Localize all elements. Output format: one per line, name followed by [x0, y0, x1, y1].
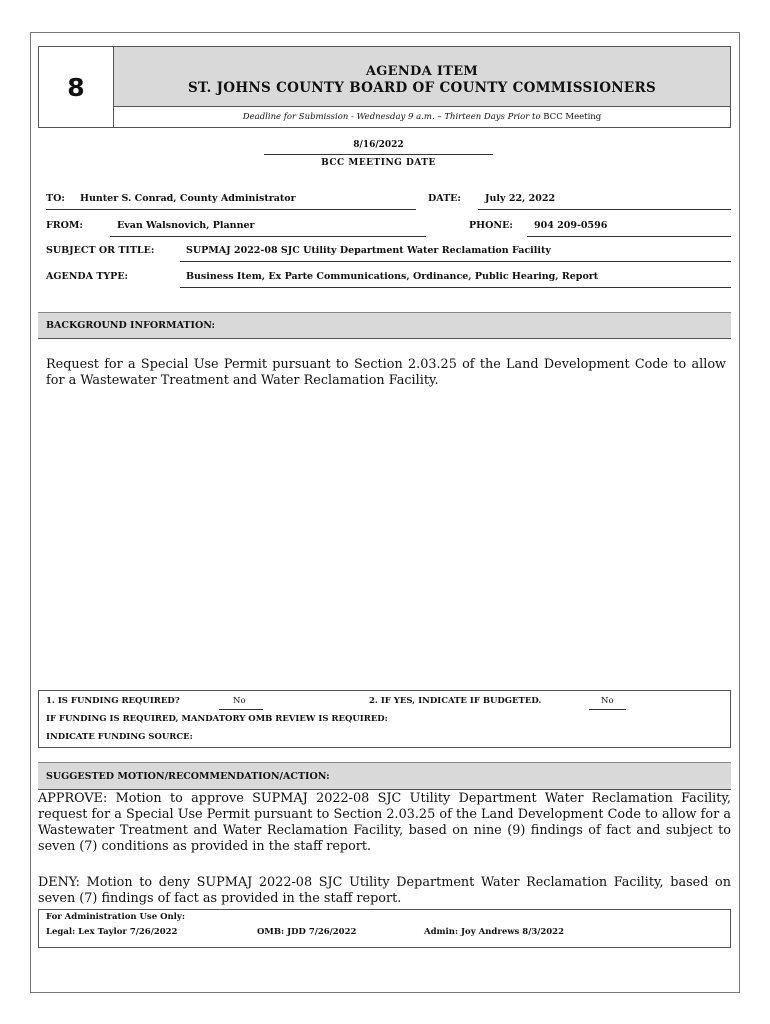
phone-value: 904 209-0596: [534, 220, 608, 231]
from-underline: [110, 236, 426, 237]
funding-box: [38, 690, 731, 748]
phone-underline: [527, 236, 731, 237]
to-value: Hunter S. Conrad, County Administrator: [80, 193, 296, 204]
header-title-line2: ST. JOHNS COUNTY BOARD OF COUNTY COMMISSIONERS: [187, 80, 657, 96]
meeting-date-label: BCC MEETING DATE: [321, 158, 436, 168]
background-heading-bar: [38, 312, 731, 339]
funding-question-2: 2. IF YES, INDICATE IF BUDGETED.: [369, 696, 542, 706]
header-box: [38, 46, 731, 128]
submission-deadline: [114, 107, 730, 128]
date-value: July 22, 2022: [485, 193, 556, 204]
funding-answer-2: No: [601, 696, 614, 706]
meeting-date-block: [264, 136, 493, 168]
deadline-tail: BCC Meeting: [540, 112, 602, 122]
background-text: Request for a Special Use Permit pursuant to Section 2.03.25 of the Land Development Code to allow for a Wastewater Treatment and Water Reclamation Facility.: [46, 357, 726, 388]
agenda-item-number: 8: [39, 47, 114, 128]
phone-label: PHONE:: [469, 220, 513, 231]
to-label: TO:: [46, 193, 65, 204]
subject-value: SUPMAJ 2022-08 SJC Utility Department Water Reclamation Facility: [186, 245, 551, 256]
date-label: DATE:: [428, 193, 461, 204]
funding-question-1: 1. IS FUNDING REQUIRED?: [46, 696, 180, 706]
motion-heading-bar: [38, 762, 731, 790]
admin-legal: Legal: Lex Taylor 7/26/2022: [46, 927, 178, 937]
from-label: FROM:: [46, 220, 83, 231]
admin-omb: OMB: JDD 7/26/2022: [257, 927, 357, 937]
omb-review-note: IF FUNDING IS REQUIRED, MANDATORY OMB REVIEW IS REQUIRED:: [46, 714, 388, 724]
subject-underline: [180, 261, 731, 262]
meeting-date: 8/16/2022: [264, 136, 493, 155]
agenda-type-label: AGENDA TYPE:: [46, 271, 129, 282]
from-value: Evan Walsnovich, Planner: [117, 220, 255, 231]
motion-heading: SUGGESTED MOTION/RECOMMENDATION/ACTION:: [46, 771, 330, 782]
funding-answer-2-underline: [589, 709, 626, 710]
background-heading: BACKGROUND INFORMATION:: [46, 320, 216, 331]
agenda-type-underline: [180, 287, 731, 288]
header-title-block: [114, 47, 730, 107]
admin-approval: Admin: Joy Andrews 8/3/2022: [424, 927, 564, 937]
deadline-italic: Deadline for Submission - Wednesday 9 a.m. – Thirteen Days Prior to: [242, 112, 541, 122]
funding-answer-1: No: [233, 696, 246, 706]
admin-box: [38, 909, 731, 948]
date-underline: [478, 209, 731, 210]
admin-heading: For Administration Use Only:: [46, 912, 185, 922]
motion-approve: APPROVE: Motion to approve SUPMAJ 2022-08 SJC Utility Department Water Reclamation Facility, request for a Special Use Permit pursuant to Section 2.03.25 of the Land Development Code to allow for a Wastewater Treatment and Water Reclamation Facility, based on nine (9) findings of fact and subject to seven (7) conditions as provided in the staff report.: [38, 791, 731, 854]
to-underline: [46, 209, 416, 210]
agenda-type-value: Business Item, Ex Parte Communications, Ordinance, Public Hearing, Report: [186, 271, 599, 282]
funding-source-label: INDICATE FUNDING SOURCE:: [46, 732, 193, 742]
motion-deny: DENY: Motion to deny SUPMAJ 2022-08 SJC Utility Department Water Reclamation Facility, based on seven (7) findings of fact as provided in the staff report.: [38, 875, 731, 906]
funding-answer-1-underline: [219, 709, 263, 710]
subject-label: SUBJECT OR TITLE:: [46, 245, 155, 256]
header-title-line1: AGENDA ITEM: [365, 64, 479, 79]
